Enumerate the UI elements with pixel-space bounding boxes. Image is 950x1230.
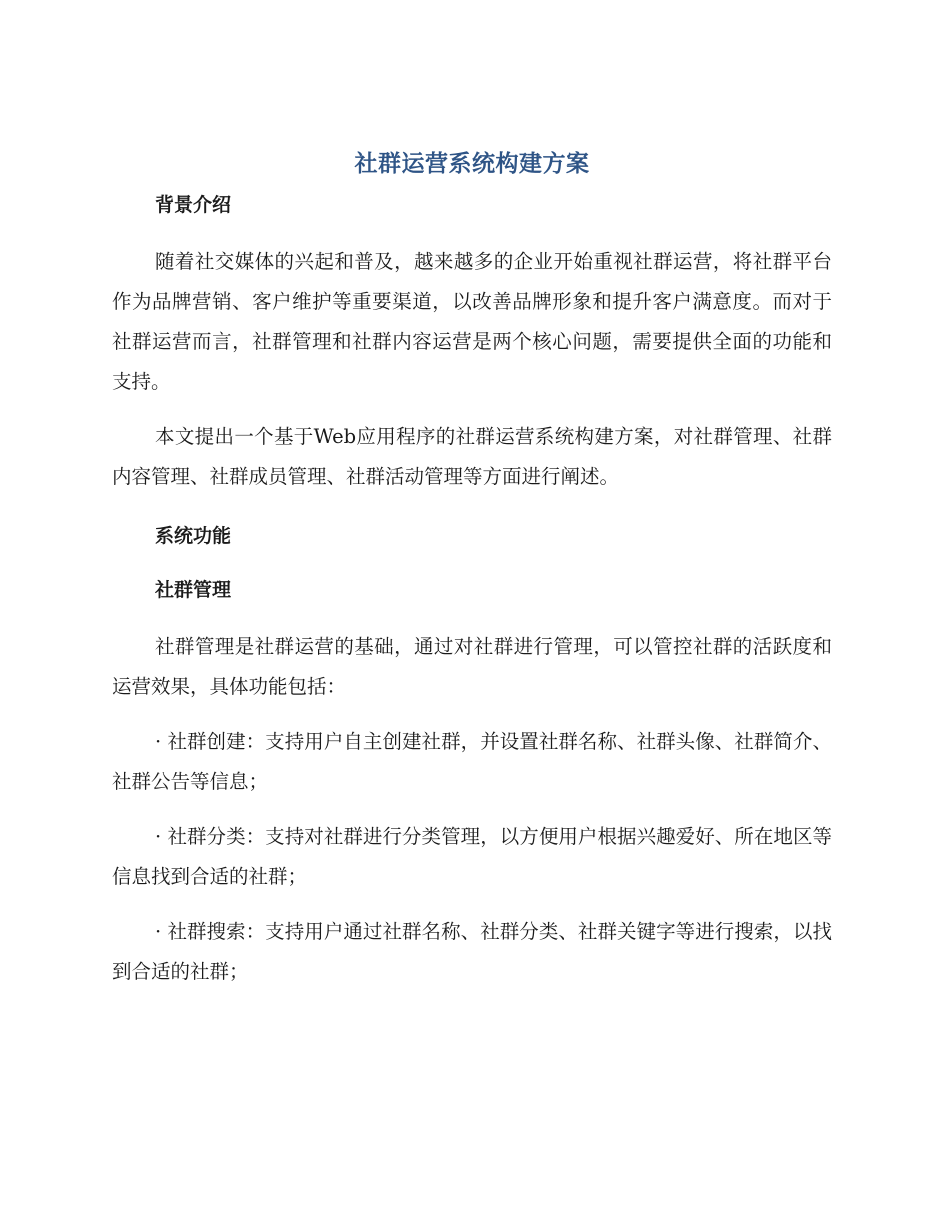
document-body: [112, 148, 832, 992]
document-title: 社群运营系统构建方案: [354, 151, 590, 177]
community-management-intro: 社群管理是社群运营的基础，通过对社群进行管理，可以管控社群的活跃度和运营效果，具体功能包括：: [112, 635, 832, 698]
list-item-community-search: · 社群搜索：支持用户通过社群名称、社群分类、社群关键字等进行搜索，以找到合适的社群；: [112, 920, 832, 983]
section-heading-system-functions: 系统功能: [155, 525, 232, 547]
subsection-heading-community-management: 社群管理: [155, 579, 232, 601]
section-heading-background: 背景介绍: [155, 194, 232, 216]
list-item-community-create: · 社群创建：支持用户自主创建社群，并设置社群名称、社群头像、社群简介、社群公告等信息；: [112, 730, 832, 793]
list-item-community-category: · 社群分类：支持对社群进行分类管理，以方便用户根据兴趣爱好、所在地区等信息找到合适的社群；: [112, 825, 832, 888]
background-paragraph-2: 本文提出一个基于Web应用程序的社群运营系统构建方案，对社群管理、社群内容管理、社群成员管理、社群活动管理等方面进行阐述。: [112, 425, 832, 488]
background-paragraph-1: 随着社交媒体的兴起和普及，越来越多的企业开始重视社群运营，将社群平台作为品牌营销、客户维护等重要渠道，以改善品牌形象和提升客户满意度。而对于社群运营而言，社群管理和社群内容运营是两个核心问题，需要提供全面的功能和支持。: [112, 250, 832, 393]
